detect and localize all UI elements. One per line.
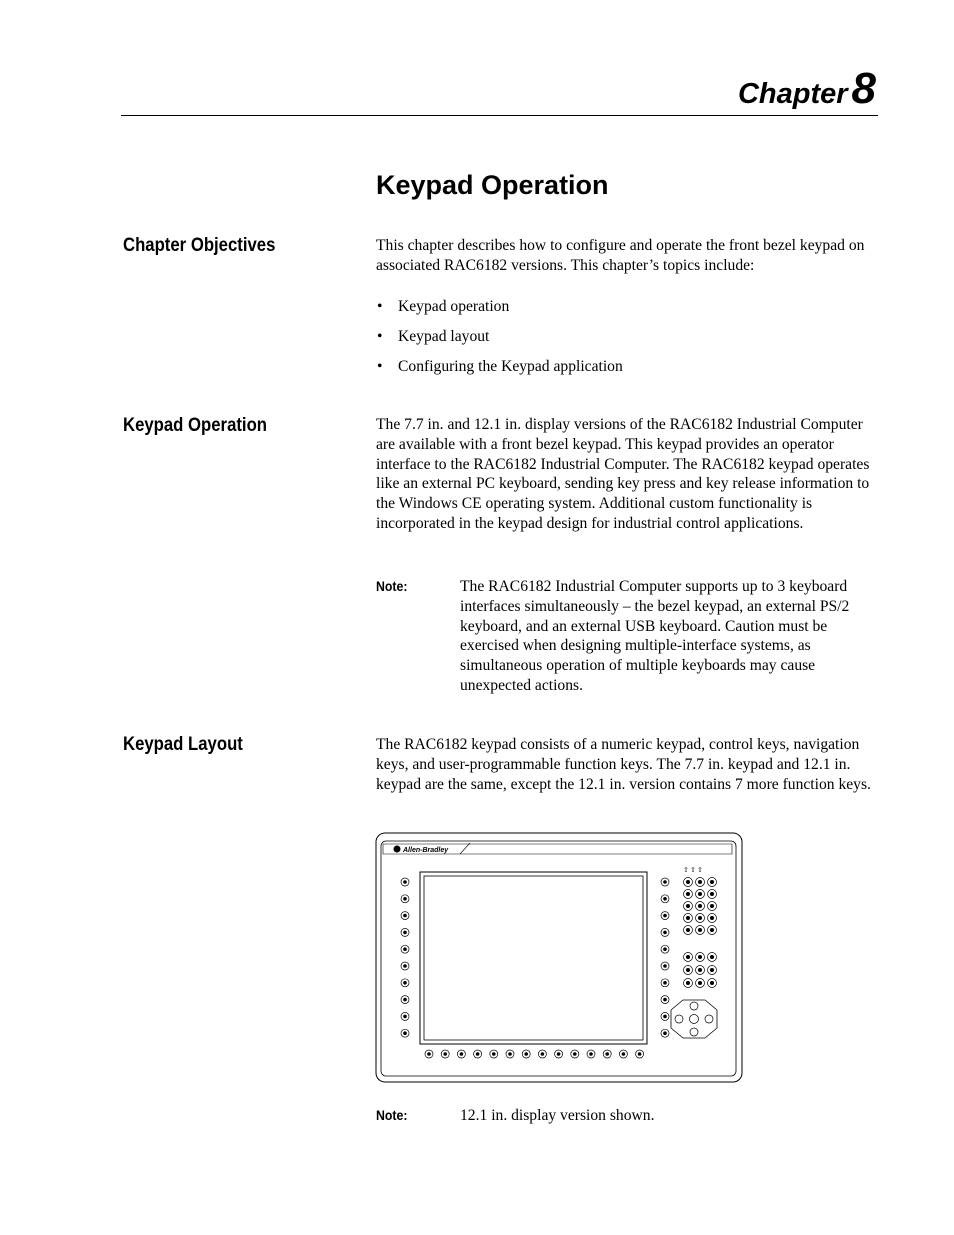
numeric-key-legend <box>710 904 714 908</box>
nav-down-key <box>690 1028 698 1036</box>
middle-function-key-legend <box>663 914 667 918</box>
section-heading-keypad-operation: Keypad Operation <box>123 415 268 436</box>
bottom-function-key-legend <box>541 1052 545 1056</box>
control-key-legend <box>698 981 702 985</box>
middle-function-key-legend <box>663 1015 667 1019</box>
bottom-function-key-legend <box>492 1052 496 1056</box>
bottom-function-key-legend <box>589 1052 593 1056</box>
numeric-key-legend <box>686 916 690 920</box>
left-function-key-legend <box>403 964 407 968</box>
header-rule <box>121 115 878 116</box>
left-function-key-legend <box>403 1015 407 1019</box>
bottom-function-key-legend <box>443 1052 447 1056</box>
list-item: • Configuring the Keypad application <box>377 358 623 375</box>
control-key-legend <box>710 955 714 959</box>
middle-function-key-legend <box>663 931 667 935</box>
middle-function-key-legend <box>663 1031 667 1035</box>
figure-note-text: 12.1 in. display version shown. <box>460 1107 655 1124</box>
nav-left-key <box>675 1015 683 1023</box>
svg-text:⇧: ⇧ <box>683 866 689 874</box>
left-function-key-legend <box>403 1031 407 1035</box>
bottom-function-key-legend <box>460 1052 464 1056</box>
left-function-key-legend <box>403 998 407 1002</box>
middle-function-key-legend <box>663 880 667 884</box>
middle-function-key-legend <box>663 981 667 985</box>
bottom-function-key-legend <box>508 1052 512 1056</box>
middle-function-key-legend <box>663 947 667 951</box>
control-key-legend <box>686 981 690 985</box>
brand-name: Allen-Bradley <box>403 847 449 854</box>
control-keys <box>684 953 717 988</box>
numeric-key-legend <box>698 904 702 908</box>
chapter-number: 8 <box>851 64 876 113</box>
bottom-function-key-legend <box>605 1052 609 1056</box>
numeric-key-legend <box>710 892 714 896</box>
numeric-key-legend <box>710 880 714 884</box>
keypad-figure <box>375 832 743 1084</box>
status-indicator-icons <box>683 866 703 874</box>
list-item: • Keypad layout <box>377 328 490 345</box>
page-title: Keypad Operation <box>376 170 609 200</box>
list-item: • Keypad operation <box>377 298 510 315</box>
numeric-key-legend <box>698 928 702 932</box>
bottom-function-key-legend <box>476 1052 480 1056</box>
left-function-key-legend <box>403 931 407 935</box>
left-function-key-legend <box>403 981 407 985</box>
numeric-key-legend <box>686 904 690 908</box>
keypad-operation-body: The 7.7 in. and 12.1 in. display versions of the RAC6182 Industrial Computer are available with a front bezel keypad. This keypad provides an operator interface to the RAC6182 Industrial Computer. The RAC6182 keypad operates like an external PC keyboard, sending key press and key release information to the Windows CE operating system. Additional custom functionality is incorporated in the keypad design for industrial control applications. <box>376 416 870 532</box>
middle-function-key-legend <box>663 964 667 968</box>
section-heading-keypad-layout: Keypad Layout <box>123 734 243 755</box>
note-label: Note: <box>376 578 408 594</box>
numeric-key-legend <box>698 916 702 920</box>
numeric-key-legend <box>710 928 714 932</box>
control-key-legend <box>686 955 690 959</box>
numeric-key-legend <box>686 880 690 884</box>
left-function-key-legend <box>403 880 407 884</box>
chapter-label: Chapter <box>737 78 848 110</box>
nav-up-key <box>690 1002 698 1010</box>
bottom-function-key-legend <box>427 1052 431 1056</box>
numeric-key-legend <box>710 916 714 920</box>
control-key-legend <box>686 968 690 972</box>
left-function-key-legend <box>403 897 407 901</box>
middle-function-key-legend <box>663 897 667 901</box>
allen-bradley-logo-icon <box>394 846 401 853</box>
objectives-intro: This chapter describes how to configure and operate the front bezel keypad on associated RAC6182 versions. This chapter’s topics include: <box>376 237 865 274</box>
control-key-legend <box>698 955 702 959</box>
section-heading-objectives: Chapter Objectives <box>123 235 276 256</box>
svg-text:⇧: ⇧ <box>690 866 696 874</box>
bottom-function-key-legend <box>524 1052 528 1056</box>
left-function-key-legend <box>403 914 407 918</box>
numeric-key-legend <box>686 892 690 896</box>
control-key-legend <box>710 981 714 985</box>
figure-note-label: Note: <box>376 1107 408 1123</box>
bottom-function-key-legend <box>573 1052 577 1056</box>
bottom-function-key-legend <box>638 1052 642 1056</box>
bottom-function-key-legend <box>622 1052 626 1056</box>
keypad-layout-body: The RAC6182 keypad consists of a numeric keypad, control keys, navigation keys, and user-programmable function keys. The 7.7 in. keypad and 12.1 in. keypad are the same, except the 12.1 in. version contains 7 more function keys. <box>376 736 871 793</box>
note-text: The RAC6182 Industrial Computer supports up to 3 keyboard interfaces simultaneously – the bezel keypad, an external PS/2 keyboard, and an external USB keyboard. Caution must be exercised when designing multiple-interface systems, as simultaneous operation of multiple keyboards may cause unexpected actions. <box>460 578 850 694</box>
left-function-key-legend <box>403 947 407 951</box>
nav-center-key <box>690 1015 699 1024</box>
chapter-heading <box>738 64 876 114</box>
numeric-key-legend <box>698 880 702 884</box>
numeric-key-legend <box>686 928 690 932</box>
svg-text:⇧: ⇧ <box>697 866 703 874</box>
control-key-legend <box>698 968 702 972</box>
objectives-list <box>376 296 623 386</box>
middle-function-key-legend <box>663 998 667 1002</box>
control-key-legend <box>710 968 714 972</box>
numeric-keypad <box>684 878 717 935</box>
bottom-function-key-legend <box>557 1052 561 1056</box>
numeric-key-legend <box>698 892 702 896</box>
nav-right-key <box>705 1015 713 1023</box>
